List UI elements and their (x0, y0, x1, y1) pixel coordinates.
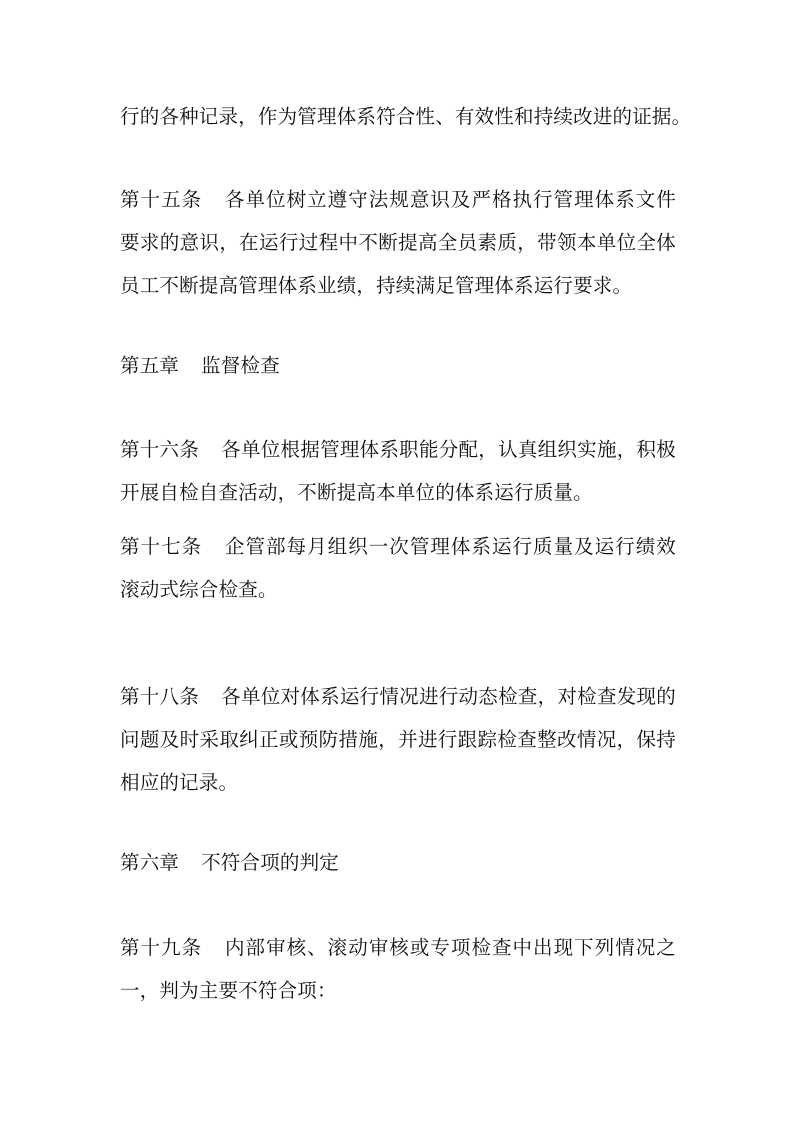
article-18-line-2: 问题及时采取纠正或预防措施，并进行跟踪检查整改情况，保持 (120, 728, 676, 751)
article-text: 各单位根据管理体系职能分配，认真组织实施，积极 (221, 438, 676, 461)
article-heading: 第十七条 (120, 535, 203, 558)
chapter-title: 不符合项的判定 (201, 851, 340, 874)
article-16-line-2: 开展自检自查活动，不断提高本单位的体系运行质量。 (120, 481, 593, 504)
article-text: 各单位树立遵守法规意识及严格执行管理体系文件 (224, 188, 676, 211)
chapter-title: 监督检查 (201, 354, 280, 377)
chapter-number: 第六章 (120, 851, 180, 874)
article-19-line-1 (120, 936, 676, 960)
chapter-5-heading (120, 354, 676, 378)
article-19-line-2: 一，判为主要不符合项： (120, 979, 337, 1002)
article-heading: 第十八条 (120, 685, 200, 708)
article-18-line-3: 相应的记录。 (120, 771, 239, 794)
article-heading: 第十九条 (120, 936, 203, 959)
article-heading: 第十五条 (120, 188, 203, 211)
article-text: 内部审核、滚动审核或专项检查中出现下列情况之 (224, 936, 676, 959)
article-15-line-2: 要求的意识，在运行过程中不断提高全员素质，带领本单位全体 (120, 231, 676, 254)
article-heading: 第十六条 (120, 438, 200, 461)
chapter-number: 第五章 (120, 354, 180, 377)
article-15-line-3: 员工不断提高管理体系业绩，持续满足管理体系运行要求。 (120, 274, 633, 297)
article-16-line-1 (120, 438, 676, 462)
article-17-line-2: 滚动式综合检查。 (120, 578, 278, 601)
article-text: 企管部每月组织一次管理体系运行质量及运行绩效 (224, 535, 676, 558)
article-text: 各单位对体系运行情况进行动态检查，对检查发现的 (221, 685, 676, 708)
article-15-line-1 (120, 188, 676, 212)
article-18-line-1 (120, 685, 676, 709)
paragraph-line: 行的各种记录，作为管理体系符合性、有效性和持续改进的证据。 (120, 105, 692, 128)
chapter-6-heading (120, 851, 676, 875)
article-17-line-1 (120, 535, 676, 559)
